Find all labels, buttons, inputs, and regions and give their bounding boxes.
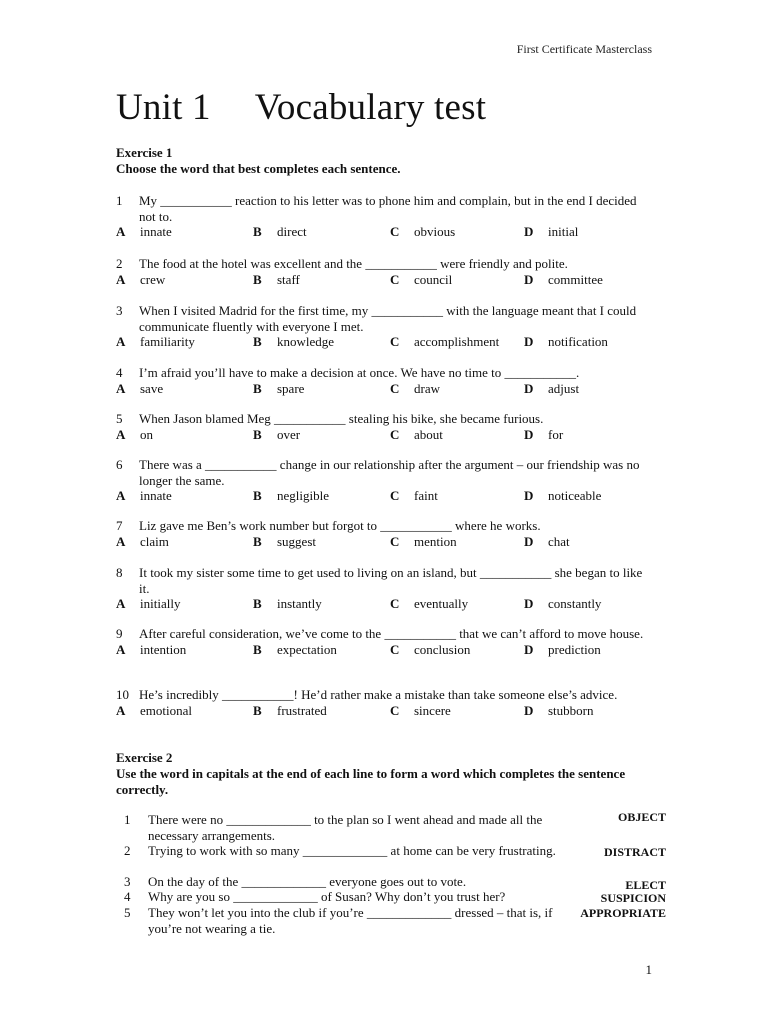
question-number: 4 <box>116 365 123 380</box>
question-stem: He’s incredibly ___________! He’d rather make a mistake than take someone else’s advice. <box>139 687 618 702</box>
question-number: 10 <box>116 687 129 702</box>
option-a[interactable]: A innate <box>116 488 172 503</box>
item-text: On the day of the _____________ everyone goes out to vote. <box>148 874 467 889</box>
question-8 <box>116 565 650 612</box>
exercise-2-instruction: Use the word in capitals at the end of each line to form a word which completes the sentence correctly. <box>116 766 626 797</box>
unit-name: Vocabulary test <box>254 87 487 128</box>
question-stem: When I visited Madrid for the first time, my ___________ with the language meant that I could communicate fluently with everyone I met. <box>139 303 637 334</box>
option-c[interactable]: C about <box>390 426 443 442</box>
option-b[interactable]: B expectation <box>253 641 337 657</box>
option-c[interactable]: C sincere <box>390 702 451 718</box>
question-1 <box>116 193 650 240</box>
question-number: 3 <box>116 303 123 318</box>
option-b[interactable]: B staff <box>253 271 300 287</box>
option-d[interactable]: D prediction <box>524 641 601 657</box>
word-formation-item-3 <box>116 874 672 890</box>
question-stem: After careful consideration, we’ve come to the ___________ that we can’t afford to move house. <box>139 626 644 641</box>
option-a[interactable]: A innate <box>116 224 172 239</box>
option-d[interactable]: D adjust <box>524 380 580 396</box>
question-stem: There was a ___________ change in our relationship after the argument – our friendship was no longer the same. <box>139 457 640 488</box>
question-6 <box>116 457 650 504</box>
exercise-1-heading: Exercise 1 <box>116 145 173 160</box>
option-b[interactable]: B instantly <box>253 596 322 611</box>
keyword: SUSPICION <box>600 891 666 905</box>
option-c[interactable]: C faint <box>390 488 438 503</box>
question-9 <box>116 626 650 658</box>
exercise-1-header <box>116 145 401 177</box>
option-d[interactable]: D notification <box>524 334 608 349</box>
option-b[interactable]: B frustrated <box>253 702 327 718</box>
question-number: 7 <box>116 518 123 533</box>
option-b[interactable]: B spare <box>253 380 305 396</box>
question-number: 6 <box>116 457 123 472</box>
item-number: 2 <box>124 843 131 858</box>
question-3 <box>116 303 650 350</box>
keyword: OBJECT <box>617 810 666 824</box>
option-a[interactable]: A on <box>116 426 153 442</box>
item-number: 4 <box>124 889 131 904</box>
question-stem: My ___________ reaction to his letter was to phone him and complain, but in the end I decided not to. <box>139 193 637 224</box>
exercise-2-header <box>116 750 636 798</box>
option-d[interactable]: D for <box>524 426 564 442</box>
item-number: 3 <box>124 874 131 889</box>
question-number: 8 <box>116 565 123 580</box>
option-d[interactable]: D initial <box>524 224 579 239</box>
item-number: 1 <box>124 812 131 827</box>
question-stem: Liz gave me Ben’s work number but forgot to ___________ where he works. <box>139 518 541 533</box>
option-a[interactable]: A claim <box>116 533 169 549</box>
word-formation-item-5 <box>116 905 672 937</box>
keyword: ELECT <box>625 878 666 892</box>
question-stem: It took my sister some time to get used to living on an island, but ___________ she began to like it. <box>139 565 643 596</box>
option-d[interactable]: D committee <box>524 271 603 287</box>
exercise-2-heading: Exercise 2 <box>116 750 173 765</box>
running-header: First Certificate Masterclass <box>516 42 652 56</box>
question-number: 2 <box>116 256 123 271</box>
unit-label: Unit 1 <box>116 87 211 128</box>
option-d[interactable]: D stubborn <box>524 702 594 718</box>
question-4 <box>116 365 650 397</box>
option-b[interactable]: B negligible <box>253 488 329 503</box>
option-c[interactable]: C mention <box>390 533 457 549</box>
keyword: DISTRACT <box>603 845 666 859</box>
option-a[interactable]: A intention <box>116 641 187 657</box>
page-number: 1 <box>645 962 652 977</box>
option-b[interactable]: B suggest <box>253 533 316 549</box>
question-5 <box>116 411 650 443</box>
item-number: 5 <box>124 905 131 920</box>
page-title <box>116 86 486 129</box>
option-c[interactable]: C obvious <box>390 224 456 239</box>
option-b[interactable]: B over <box>253 426 301 442</box>
keyword: APPROPRIATE <box>580 906 666 920</box>
question-stem: The food at the hotel was excellent and the ___________ were friendly and polite. <box>139 256 568 271</box>
question-number: 9 <box>116 626 123 641</box>
option-d[interactable]: D chat <box>524 533 570 549</box>
question-10 <box>116 687 650 719</box>
question-number: 1 <box>116 193 123 208</box>
question-2 <box>116 256 650 288</box>
option-d[interactable]: D constantly <box>524 596 602 611</box>
word-formation-item-2 <box>116 843 672 875</box>
question-7 <box>116 518 650 550</box>
option-b[interactable]: B direct <box>253 224 307 239</box>
question-stem: When Jason blamed Meg ___________ stealing his bike, she became furious. <box>139 411 544 426</box>
option-a[interactable]: A initially <box>116 596 181 611</box>
option-b[interactable]: B knowledge <box>253 334 335 349</box>
option-c[interactable]: C accomplishment <box>390 334 500 349</box>
option-c[interactable]: C conclusion <box>390 641 471 657</box>
question-stem: I’m afraid you’ll have to make a decision at once. We have no time to ___________. <box>139 365 580 380</box>
option-a[interactable]: A save <box>116 380 164 396</box>
option-a[interactable]: A familiarity <box>116 334 195 349</box>
word-formation-item-1 <box>116 812 672 844</box>
item-text: There were no _____________ to the plan so I went ahead and made all the necessary arrangements. <box>148 812 543 843</box>
option-c[interactable]: C draw <box>390 380 440 396</box>
option-c[interactable]: C eventually <box>390 596 469 611</box>
option-d[interactable]: D noticeable <box>524 488 602 503</box>
item-text: They won’t let you into the club if you’re _____________ dressed – that is, if you’re not wearing a tie. <box>148 905 553 936</box>
option-c[interactable]: C council <box>390 271 453 287</box>
question-number: 5 <box>116 411 123 426</box>
option-a[interactable]: A emotional <box>116 702 192 718</box>
option-a[interactable]: A crew <box>116 271 166 287</box>
item-text: Trying to work with so many _____________ at home can be very frustrating. <box>148 843 556 858</box>
word-formation-item-4 <box>116 889 672 905</box>
exercise-1-instruction: Choose the word that best completes each sentence. <box>116 161 401 176</box>
item-text: Why are you so _____________ of Susan? Why don’t you trust her? <box>148 889 506 904</box>
